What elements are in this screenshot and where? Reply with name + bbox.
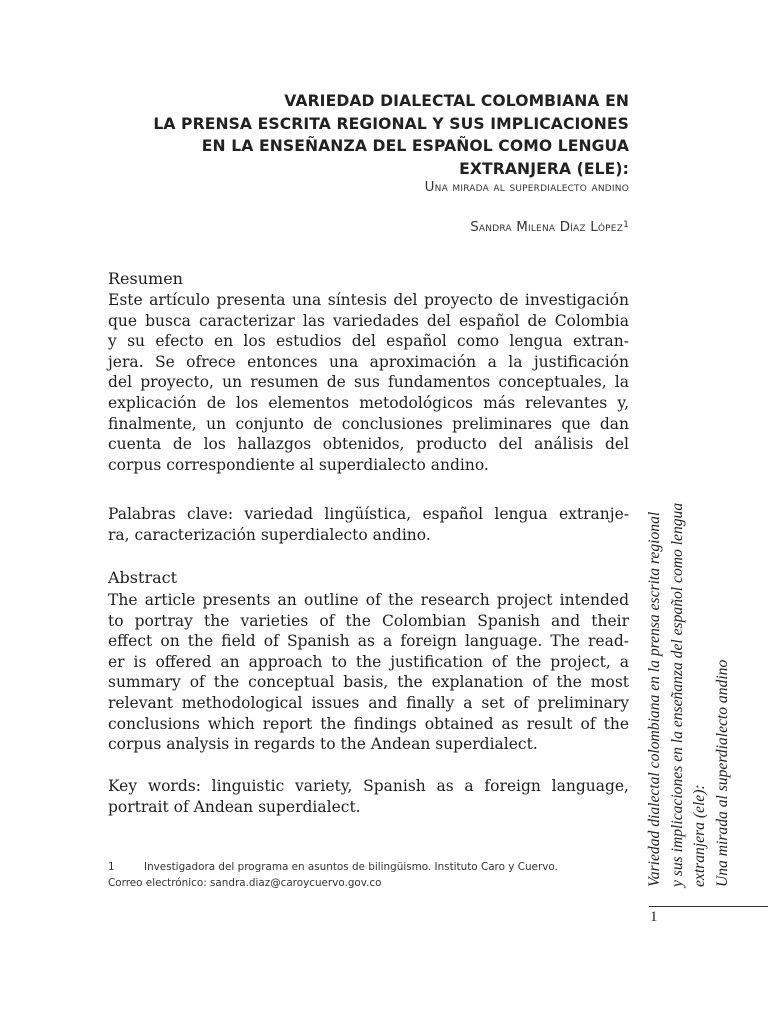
abstract-paragraph: [108, 590, 629, 755]
running-title-line: y sus implicaciones en la enseñanza del español como lengua: [668, 502, 686, 887]
abstract-line: to portray the varieties of the Colombian Spanish and their: [108, 611, 629, 630]
resumen-line: que busca caracterizar las variedades del español de Colombia: [108, 311, 629, 330]
author-name: Sandra Milena Díaz López: [470, 220, 624, 235]
palabras-clave-text: variedad lingüística, español lengua extranje-: [233, 505, 629, 523]
running-title: [644, 480, 734, 887]
key-words: [108, 776, 629, 817]
abstract-line: er is offered an approach to the justification of the project, a: [108, 652, 629, 671]
resumen-paragraph: [108, 290, 629, 475]
author-line: [108, 220, 629, 235]
palabras-clave: [108, 504, 629, 545]
key-words-text: linguistic variety, Spanish as a foreign language,: [200, 777, 629, 795]
title-line: LA PRENSA ESCRITA REGIONAL Y SUS IMPLICACIONES: [153, 114, 629, 133]
resumen-heading: Resumen: [108, 269, 183, 288]
footnote-text: Investigadora del programa en asuntos de bilingüismo. Instituto Caro y Cuervo.: [144, 861, 558, 873]
resumen-line: Este artículo presenta una síntesis del proyecto de investigación: [108, 291, 629, 309]
abstract-line: summary of the conceptual basis, the explanation of the most: [108, 673, 629, 692]
article-title: [108, 90, 629, 180]
author-footnote-mark: 1: [623, 220, 629, 230]
title-line: VARIEDAD DIALECTAL COLOMBIANA EN: [284, 92, 629, 110]
resumen-line: y su efecto en los estudios del español como lengua extran-: [108, 332, 629, 351]
title-line: EN LA ENSEÑANZA DEL ESPAÑOL COMO LENGUA: [201, 137, 629, 155]
title-line: EXTRANJERA (ELE):: [459, 159, 629, 178]
footnote-line: [108, 860, 629, 876]
running-title-line: extranjera (ele):: [691, 784, 709, 887]
resumen-line: cuenta de los hallazgos obtenidos, producto del análisis del: [108, 435, 629, 454]
palabras-clave-label: Palabras clave:: [108, 505, 234, 523]
key-words-line: portrait of Andean superdialect.: [108, 797, 361, 816]
abstract-line: conclusions which report the findings obtained as result of the: [108, 714, 629, 733]
abstract-line: The article presents an outline of the research project intended: [108, 591, 629, 609]
key-words-label: Key words:: [108, 777, 201, 795]
article-subtitle: Una mirada al superdialecto andino: [424, 180, 629, 195]
running-title-line: Variedad dialectal colombiana en la prensa escrita regional: [646, 511, 663, 887]
abstract-line: corpus analysis in regards to the Andean superdialect.: [108, 735, 538, 754]
footnote-email-line: Correo electrónico: sandra.diaz@caroycuervo.gov.co: [108, 876, 382, 889]
footnote: [108, 860, 629, 891]
resumen-line: corpus correspondiente al superdialecto andino.: [108, 455, 489, 474]
abstract-heading: Abstract: [108, 568, 178, 587]
key-words-line: [108, 776, 629, 797]
running-title-line: Una mirada al superdialecto andino: [713, 659, 731, 887]
running-title-sidebar: [644, 480, 734, 887]
resumen-line: explicación de los elementos metodológicos más relevantes y,: [108, 393, 629, 412]
abstract-line: relevant methodological issues and finally a set of preliminary: [108, 693, 629, 712]
resumen-line: del proyecto, un resumen de sus fundamentos conceptuales, la: [108, 373, 629, 392]
page-number-rule: [649, 906, 768, 907]
palabras-clave-line: [108, 504, 629, 525]
abstract-line: effect on the field of Spanish as a foreign language. The read-: [108, 632, 629, 651]
page-number: 1: [650, 909, 658, 925]
resumen-line: jera. Se ofrece entonces una aproximación a la justificación: [108, 352, 629, 371]
footnote-number: 1: [108, 861, 115, 873]
palabras-clave-line: ra, caracterización superdialecto andino.: [108, 525, 431, 544]
resumen-line: finalmente, un conjunto de conclusiones preliminares que dan: [108, 414, 629, 433]
